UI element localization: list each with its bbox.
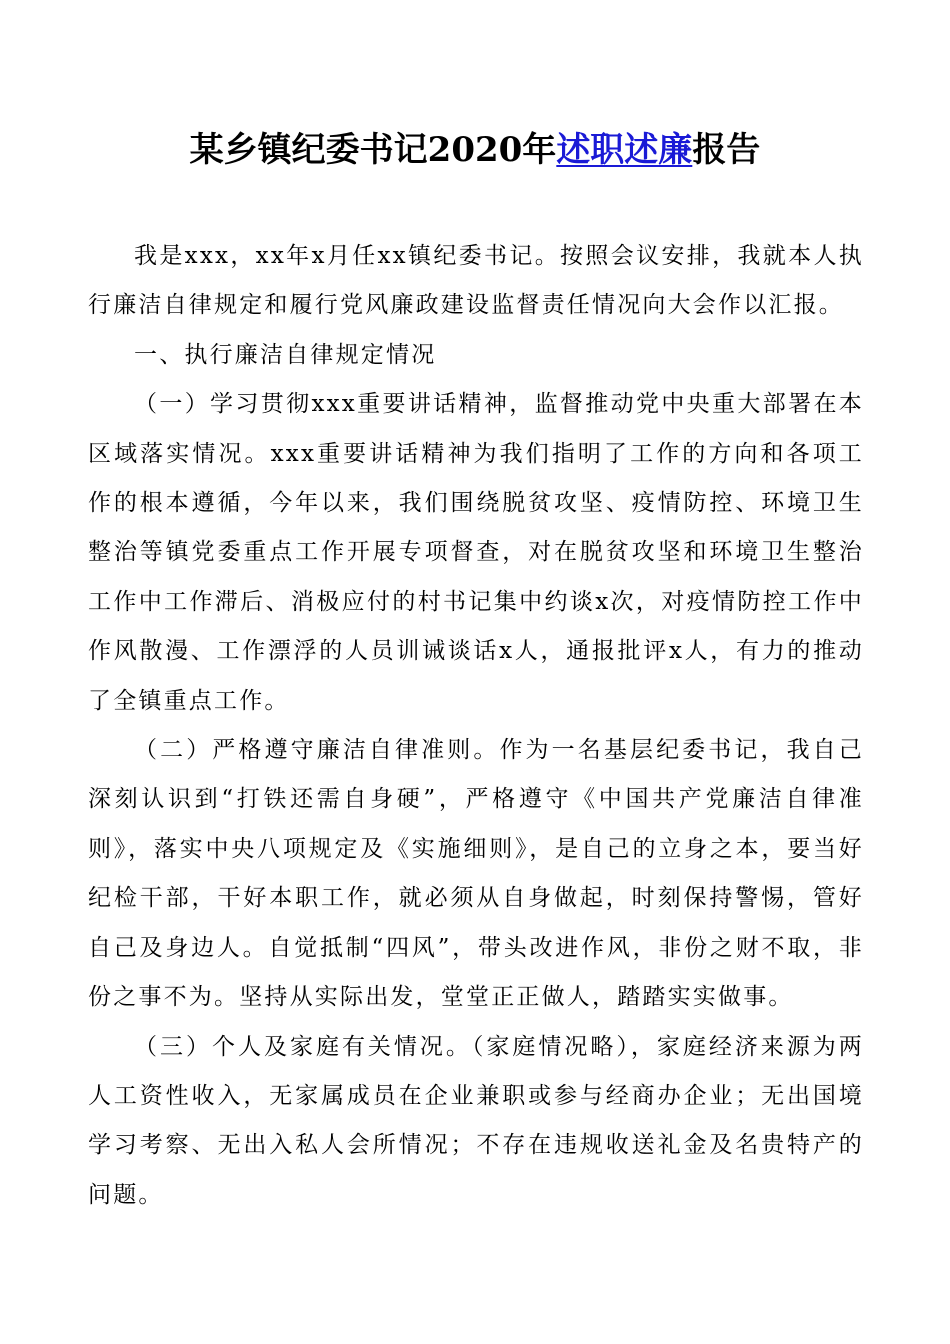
paragraph-item-1: （一）学习贯彻xxx重要讲话精神，监督推动党中央重大部署在本区域落实情况。xxx重要讲话精神为我们指明了工作的方向和各项工作的根本遵循，今年以来，我们围绕脱贫攻坚、疫情防控、环境卫生整治等镇党委重点工作开展专项督查，对在脱贫攻坚和环境卫生整治工作中工作滞后、消极应付的村书记集中约谈x次，对疫情防控工作中作风散漫、工作漂浮的人员训诫谈话x人，通报批评x人，有力的推动了全镇重点工作。: [88, 391, 864, 714]
title-prefix: 某乡镇纪委书记2020年: [189, 130, 557, 170]
document-body: [88, 232, 864, 1220]
title-suffix: 报告: [692, 130, 761, 170]
paragraph-intro: 我是xxx，xx年x月任xx镇纪委书记。按照会议安排，我就本人执行廉洁自律规定和履行党风廉政建设监督责任情况向大会作以汇报。: [88, 243, 864, 319]
paragraph-item-2: （二）严格遵守廉洁自律准则。作为一名基层纪委书记，我自己深刻认识到“打铁还需自身硬”，严格遵守《中国共产党廉洁自律准则》，落实中央八项规定及《实施细则》，是自己的立身之本，要当好纪检干部，干好本职工作，就必须从自身做起，时刻保持警惕，管好自己及身边人。自觉抵制“四风”，带头改进作风，非份之财不取，非份之事不为。坚持从实际出发，堂堂正正做人，踏踏实实做事。: [88, 737, 864, 1011]
document-title: [0, 124, 950, 176]
section-heading-1: 一、执行廉洁自律规定情况: [134, 341, 437, 368]
paragraph-item-3: （三）个人及家庭有关情况。（家庭情况略），家庭经济来源为两人工资性收入，无家属成员在企业兼职或参与经商办企业；无出国境学习考察、无出入私人会所情况；不存在违规收送礼金及名贵特产的问题。: [88, 1033, 864, 1208]
title-link[interactable]: 述职述廉: [556, 130, 693, 170]
